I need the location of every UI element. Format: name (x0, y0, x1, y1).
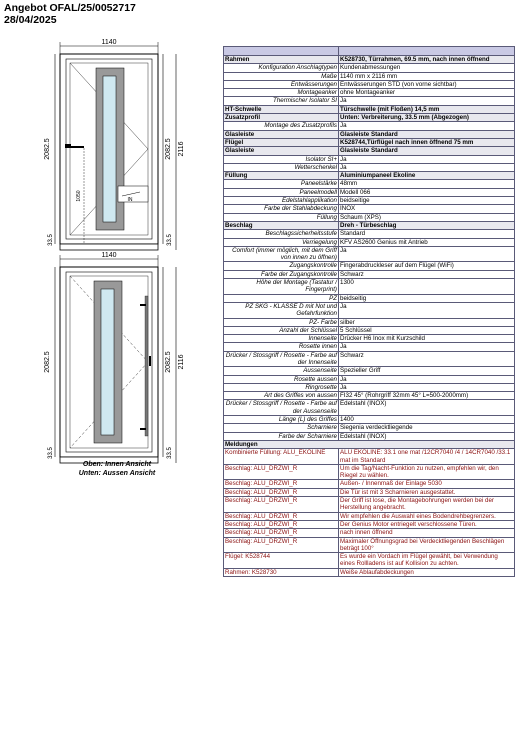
spec-row (224, 279, 515, 295)
message-text: nach innen öffnend (339, 529, 515, 537)
spec-value: FI32 45° (Rohrgriff 32mm 45° L=500-2000mm) (339, 392, 515, 400)
spec-row (224, 432, 515, 440)
spec-label: Farbe der Zugangskontrolle (224, 270, 339, 278)
spec-row (224, 238, 515, 246)
caption-inside: Oben: Innen Ansicht (82, 461, 152, 468)
door-drawing (0, 36, 222, 486)
spec-value: Schwarz (339, 270, 515, 278)
sill-right: 33.5 (167, 234, 173, 246)
spec-value: Ja (339, 302, 515, 318)
spec-row (224, 246, 515, 262)
message-source: Flügel: K528744 (224, 553, 339, 569)
spec-label: Zugangskontrolle (224, 262, 339, 270)
spec-value: INOX (339, 205, 515, 213)
spec-label: PZ SKG - KLASSE D mit Not und Gefahrfunktion (224, 302, 339, 318)
spec-value: Siegenia verdecktliegende (339, 424, 515, 432)
spec-row (224, 180, 515, 188)
message-row (224, 464, 515, 480)
spec-label: Füllung (224, 213, 339, 221)
spec-row (224, 64, 515, 72)
spec-value: Dreh - Türbeschlag (339, 221, 515, 229)
spec-value: beidseitige (339, 197, 515, 205)
spec-value: Ja (339, 122, 515, 130)
spec-value: Standard (339, 230, 515, 238)
spec-value: silber (339, 318, 515, 326)
message-source: Beschlag: ALU_DRZWI_R (224, 512, 339, 520)
spec-label: Anzahl der Schlüssel (224, 326, 339, 334)
spec-value: Ja (339, 155, 515, 163)
spec-value: Drücker H6 Inox mit Kurzschild (339, 335, 515, 343)
message-row (224, 568, 515, 576)
spec-value: K528744,Türflügel nach innen öffnend 75 mm (339, 138, 515, 146)
spec-label: Verriegelung (224, 238, 339, 246)
message-row (224, 488, 515, 496)
message-source: Beschlag: ALU_DRZWI_R (224, 529, 339, 537)
spec-label: Entwässerungen (224, 80, 339, 88)
section-row (224, 56, 515, 64)
message-text: Der Griff ist lose, die Montagebohrungen werden bei der Herstellung angebracht. (339, 497, 515, 513)
spec-label: Rahmen (224, 56, 339, 64)
spec-label: HT-Schwelle (224, 105, 339, 113)
spec-label: Isolator SI+ (224, 155, 339, 163)
spec-row (224, 122, 515, 130)
spec-value: Unten: Verbreiterung, 33.5 mm (Abgezogen) (339, 114, 515, 122)
message-row (224, 529, 515, 537)
spec-label: Paneelmodell (224, 188, 339, 196)
section-row (224, 130, 515, 138)
inner-height-right-outside: 2082.5 (165, 351, 172, 373)
sill-left-outside: 33.5 (48, 447, 54, 459)
spec-row (224, 188, 515, 196)
spec-row (224, 335, 515, 343)
spec-value: ohne Montageanker (339, 89, 515, 97)
section-row (224, 114, 515, 122)
spec-row (224, 400, 515, 416)
spec-value: Ja (339, 246, 515, 262)
spec-row (224, 294, 515, 302)
spec-label: Thermischer Isolator SI (224, 97, 339, 105)
handle-height-label: 1050 (76, 190, 82, 202)
messages-header (224, 440, 515, 448)
outer-height-outside: 2116 (178, 354, 185, 370)
spec-label: Zusatzprofil (224, 114, 339, 122)
message-row (224, 497, 515, 513)
spec-row (224, 155, 515, 163)
spec-label: Füllung (224, 172, 339, 180)
spec-value: Glasleiste Standard (339, 130, 515, 138)
spec-label: Drücker / Stossgriff / Rosette - Farbe auf der Innenseite (224, 351, 339, 367)
spec-value: 48mm (339, 180, 515, 188)
spec-label: Glasleiste (224, 147, 339, 155)
message-row (224, 520, 515, 528)
spec-value: Edelstahl (INOX) (339, 400, 515, 416)
spec-value: Türschwelle (mit Floßen) 14,5 mm (339, 105, 515, 113)
outer-height: 2116 (178, 141, 185, 157)
message-text: Die Tür ist mit 3 Scharnieren ausgestattet. (339, 488, 515, 496)
spec-value: Ja (339, 375, 515, 383)
message-text: Der Genius Motor entriegelt verschlossene Türen. (339, 520, 515, 528)
document-header (4, 2, 136, 26)
spec-label: Montageanker (224, 89, 339, 97)
messages-title: Meldungen (224, 440, 515, 448)
spec-label: Scharniere (224, 424, 339, 432)
spec-label: Farbe der Stahlabdeckung (224, 205, 339, 213)
spec-value: K528730, Türrahmen, 69.5 mm, nach innen öffnend (339, 56, 515, 64)
spec-row (224, 197, 515, 205)
spec-label: Aussenseite (224, 367, 339, 375)
spec-label: Edelstahlapplikation (224, 197, 339, 205)
spec-label: Comfort (immer möglich, mit dem Griff von innen zu öffnen) (224, 246, 339, 262)
outside-view (44, 252, 185, 463)
message-text: Um die Tag/Nacht-Funktion zu nutzen, empfehlen wir, den Riegel zu wählen. (339, 464, 515, 480)
width-dimension-outside: 1140 (101, 252, 117, 259)
inner-height-left: 2082.5 (44, 138, 51, 160)
spec-label: PZ- Farbe (224, 318, 339, 326)
spec-value: 1140 mm x 2116 mm (339, 72, 515, 80)
message-source: Kombinierte Füllung: ALU_EKOLINE (224, 449, 339, 465)
spec-label: Montage des Zusatzprofils (224, 122, 339, 130)
spec-label: Farbe der Scharniere (224, 432, 339, 440)
spec-row (224, 270, 515, 278)
spec-label: Paneelstärke (224, 180, 339, 188)
spec-row (224, 318, 515, 326)
spec-row (224, 383, 515, 391)
inner-height-left-outside: 2082.5 (44, 351, 51, 373)
section-row (224, 147, 515, 155)
inside-view (44, 39, 185, 250)
spec-value: Ja (339, 163, 515, 171)
spec-value: beidseitig (339, 294, 515, 302)
spec-label: Flügel (224, 138, 339, 146)
spec-table (223, 46, 515, 577)
spec-label: Beschlagssicherheitsstufe (224, 230, 339, 238)
spec-label: Art des Griffes von aussen (224, 392, 339, 400)
spec-row (224, 416, 515, 424)
spec-label: Maße (224, 72, 339, 80)
spec-value: Ja (339, 383, 515, 391)
message-source: Beschlag: ALU_DRZWI_R (224, 480, 339, 488)
spec-row (224, 424, 515, 432)
spec-value: 1400 (339, 416, 515, 424)
message-source: Beschlag: ALU_DRZWI_R (224, 537, 339, 553)
spec-value: Schwarz (339, 351, 515, 367)
message-source: Beschlag: ALU_DRZWI_R (224, 488, 339, 496)
spec-value: KFV AS2600 Genius mit Antrieb (339, 238, 515, 246)
spec-label: Glasleiste (224, 130, 339, 138)
spec-row (224, 262, 515, 270)
offer-title: Angebot OFAL/25/0052717 (4, 2, 136, 14)
spec-value: Glasleiste Standard (339, 147, 515, 155)
spec-label: Höhe der Montage (Tastatur / Fingerprint) (224, 279, 339, 295)
spec-row (224, 97, 515, 105)
spec-label: Drücker / Stossgriff / Rosette - Farbe auf der Aussenseite (224, 400, 339, 416)
spec-label: Wetterschenkel (224, 163, 339, 171)
spec-label: Länge (L) des Griffes (224, 416, 339, 424)
spec-value: Modell 066 (339, 188, 515, 196)
spec-row (224, 80, 515, 88)
message-source: Rahmen: K528730 (224, 568, 339, 576)
sill-right-outside: 33.5 (167, 447, 173, 459)
spec-value: Aluminiumpaneel Ekoline (339, 172, 515, 180)
table-header-band (224, 47, 515, 56)
spec-row (224, 367, 515, 375)
section-row (224, 172, 515, 180)
message-text: Weiße Ablaufabdeckungen (339, 568, 515, 576)
spec-value: Ja (339, 343, 515, 351)
spec-value: Schaum (XPS) (339, 213, 515, 221)
caption-outside: Unten: Aussen Ansicht (78, 470, 156, 477)
spec-value: Edelstahl (INOX) (339, 432, 515, 440)
spec-value: 5 Schlüssel (339, 326, 515, 334)
message-row (224, 537, 515, 553)
section-row (224, 221, 515, 229)
message-row (224, 553, 515, 569)
spec-value: Kundenabmessungen (339, 64, 515, 72)
message-row (224, 512, 515, 520)
message-text: Wir empfehlen die Auswahl eines Bodendrehbegrenzers. (339, 512, 515, 520)
spec-row (224, 205, 515, 213)
spec-value: Ja (339, 97, 515, 105)
message-source: Beschlag: ALU_DRZWI_R (224, 520, 339, 528)
spec-value: 1300 (339, 279, 515, 295)
offer-date: 28/04/2025 (4, 14, 57, 26)
in-label: IN (127, 197, 133, 203)
spec-row (224, 163, 515, 171)
spec-row (224, 326, 515, 334)
spec-label: Ringrosette (224, 383, 339, 391)
inner-height-right: 2082.5 (165, 138, 172, 160)
spec-row (224, 230, 515, 238)
width-dimension: 1140 (101, 39, 117, 46)
message-text: Es wurde ein Vordach im Flügel gewählt, bei Verwendung eines Rollladens ist auf Kollision zu achten. (339, 553, 515, 569)
spec-label: Konfiguration Anschlagtypen (224, 64, 339, 72)
spec-label: Beschlag (224, 221, 339, 229)
message-row (224, 449, 515, 465)
drawing-caption (52, 460, 182, 478)
message-source: Beschlag: ALU_DRZWI_R (224, 464, 339, 480)
spec-row (224, 89, 515, 97)
spec-row (224, 392, 515, 400)
spec-row (224, 375, 515, 383)
message-source: Beschlag: ALU_DRZWI_R (224, 497, 339, 513)
spec-row (224, 302, 515, 318)
sill-left: 33.5 (48, 234, 54, 246)
spec-value: Entwässerungen STD (von vorne sichtbar) (339, 80, 515, 88)
message-row (224, 480, 515, 488)
message-text: Maximaler Öffnungsgrad bei Verdecktliegenden Beschlägen beträgt 100° (339, 537, 515, 553)
spec-label: Innenseite (224, 335, 339, 343)
spec-value: Fingerabdruckleser auf dem Flügel (WiFi) (339, 262, 515, 270)
spec-row (224, 343, 515, 351)
spec-row (224, 213, 515, 221)
spec-label: Rosette aussen (224, 375, 339, 383)
section-row (224, 105, 515, 113)
message-text: ALU EKOLINE: 33.1 one mat /12CR7040 /4 / 14CR7040 /33.1 mat im Standard (339, 449, 515, 465)
spec-label: Rosette innen (224, 343, 339, 351)
spec-row (224, 72, 515, 80)
spec-row (224, 351, 515, 367)
message-text: Außen- / Innenmaß der Einlage 5030 (339, 480, 515, 488)
spec-label: PZ (224, 294, 339, 302)
section-row (224, 138, 515, 146)
spec-value: Spezieller Griff (339, 367, 515, 375)
